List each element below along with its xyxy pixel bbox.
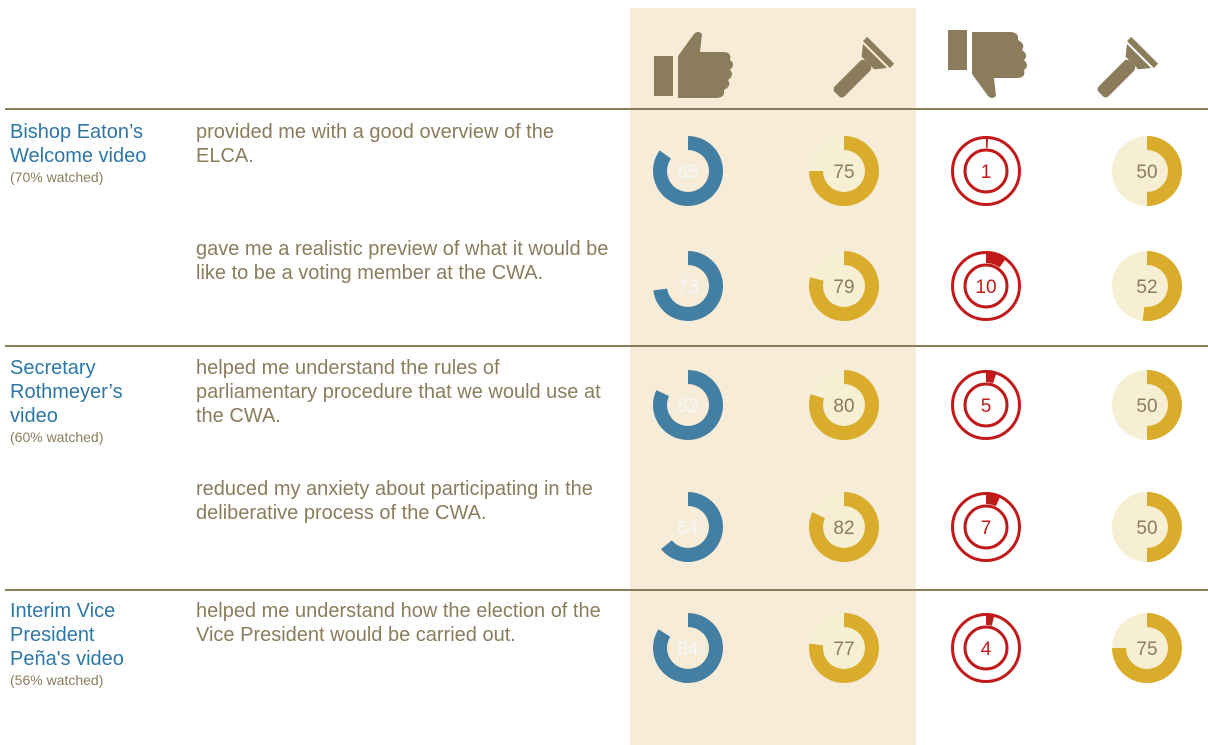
donut-value-label: 85	[677, 162, 699, 183]
donut-mark	[809, 251, 879, 321]
donut-mark	[653, 370, 723, 440]
donut-mark	[809, 370, 879, 440]
donut-value-label: 84	[677, 639, 699, 660]
donut-value-label: 1	[980, 162, 992, 183]
statement-text: gave me a realistic preview of what it would be like to be a voting member at the CWA.	[196, 238, 609, 284]
donut-value-label: 50	[1136, 518, 1158, 539]
donut-value-label: 77	[833, 639, 855, 660]
donut-mark	[953, 613, 1020, 682]
donut-value-label: 82	[677, 396, 699, 417]
donut-value-label: 80	[833, 396, 855, 417]
donut-mark	[1112, 613, 1182, 683]
donut-value-label: 79	[833, 277, 855, 298]
donut-value-label: 4	[980, 639, 992, 660]
donut-mark	[653, 613, 723, 683]
donut-value-label: 5	[980, 396, 992, 417]
donut-value-label: 75	[833, 162, 855, 183]
statement-text: helped me understand the rules of parliamentary procedure that we would use at the CWA.	[196, 357, 601, 427]
video-label: Secretary Rothmeyer’s video (60% watched)	[10, 357, 123, 445]
donut-value-label: 82	[833, 518, 855, 539]
donut-mark	[953, 251, 1020, 320]
donut-mark	[953, 370, 1020, 439]
donut-mark	[809, 492, 879, 562]
donut-mark	[1112, 492, 1182, 562]
donut-mark	[809, 613, 879, 683]
donut-value-label: 73	[677, 277, 699, 298]
donut-mark	[953, 492, 1020, 561]
donut-mark	[1112, 370, 1182, 440]
video-label: Bishop Eaton’s Welcome video (70% watched)	[10, 121, 147, 185]
donut-value-label: 50	[1136, 396, 1158, 417]
donut-mark	[953, 136, 1020, 205]
donut-mark	[809, 136, 879, 206]
donut-mark	[653, 492, 723, 562]
donut-value-label: 50	[1136, 162, 1158, 183]
statement-text: provided me with a good overview of the ELCA.	[196, 121, 554, 167]
donut-mark	[653, 251, 723, 321]
donut-value-label: 7	[980, 518, 992, 539]
donut-value-label: 75	[1136, 639, 1158, 660]
donut-mark	[1112, 251, 1182, 321]
donut-value-label: 52	[1136, 277, 1158, 298]
donut-value-label: 64	[677, 518, 699, 539]
donut-mark	[1112, 136, 1182, 206]
statement-text: reduced my anxiety about participating in the deliberative process of the CWA.	[196, 478, 593, 524]
statement-text: helped me understand how the election of the Vice President would be carried out.	[196, 600, 601, 646]
donut-mark	[653, 136, 723, 206]
video-label: Interim Vice President Peña's video (56% watched)	[10, 600, 124, 688]
donut-value-label: 10	[975, 277, 997, 298]
